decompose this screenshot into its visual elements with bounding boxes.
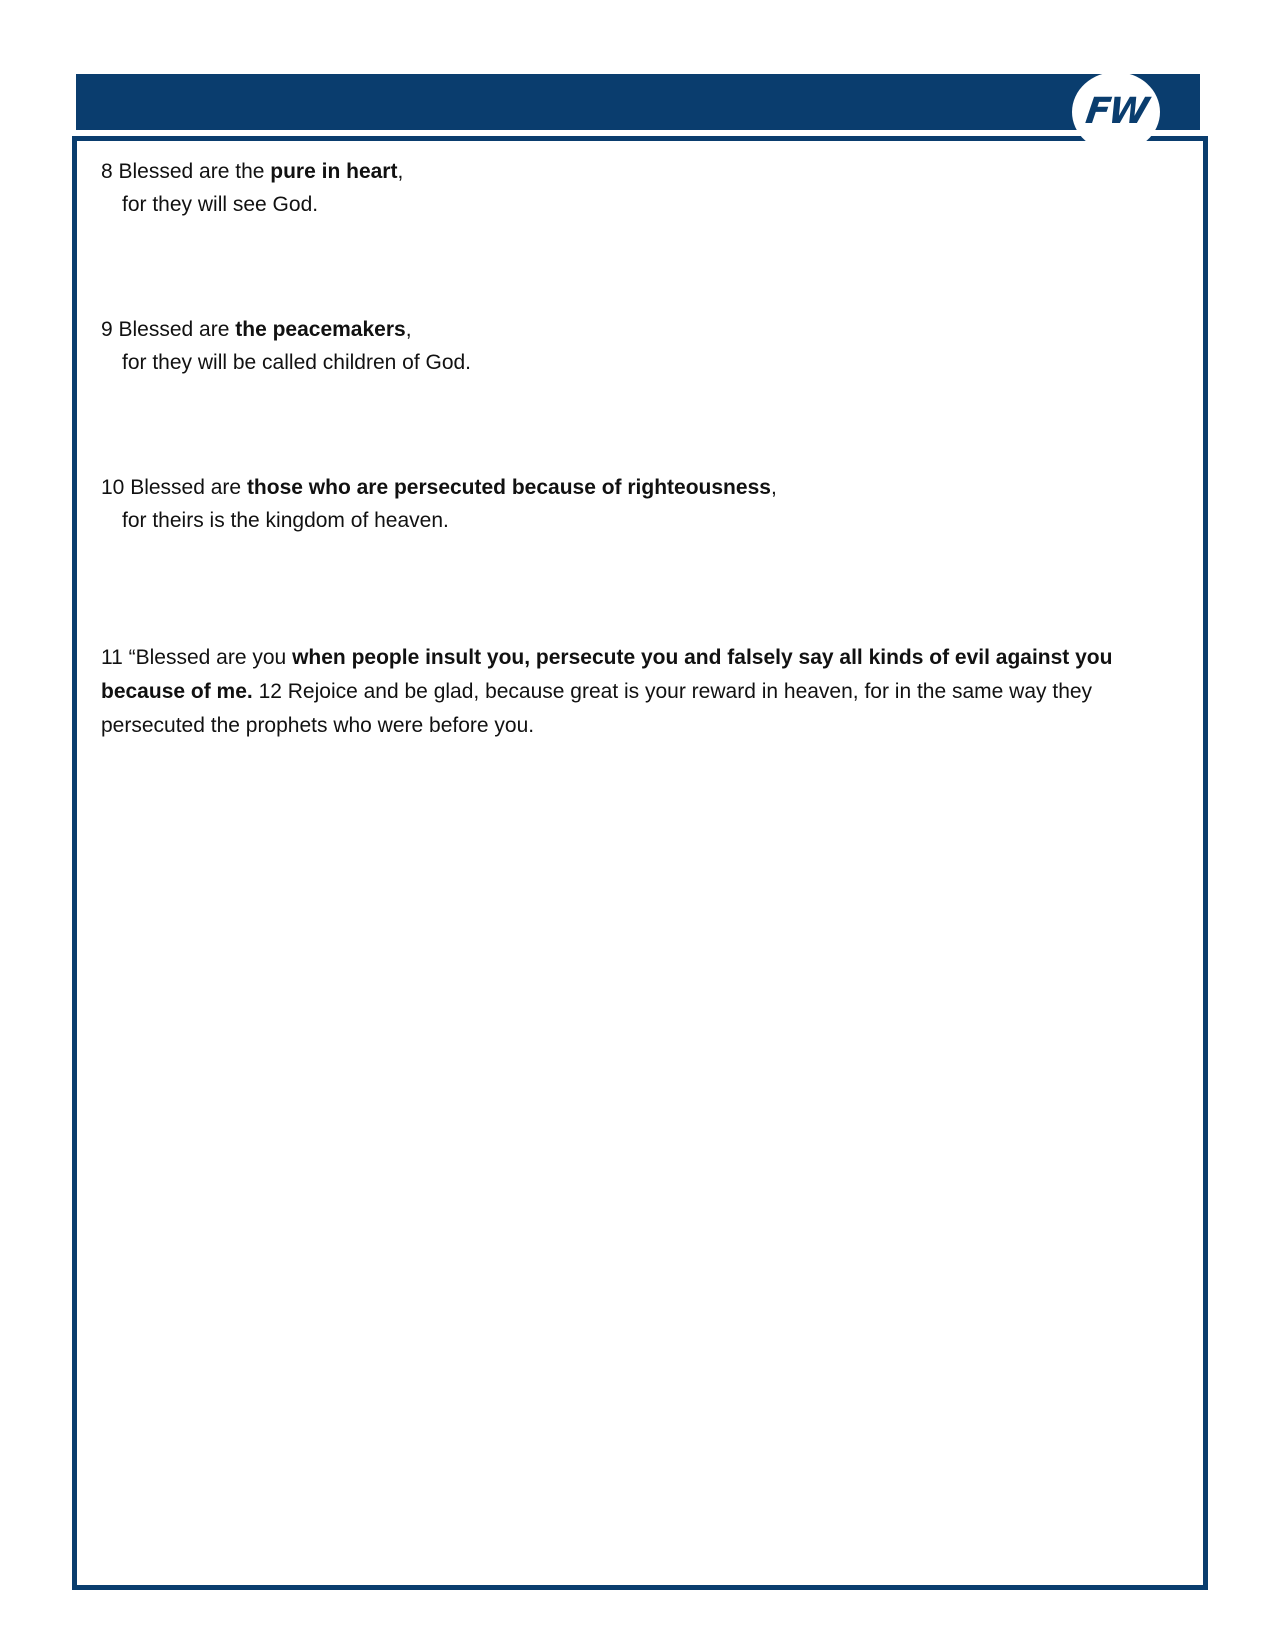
verse-8-line-2: for they will see God. <box>122 193 319 216</box>
verse-10-suffix: , <box>770 476 777 499</box>
logo-text: FW <box>1083 91 1150 132</box>
logo <box>1072 72 1160 152</box>
verse-8-line-1 <box>101 155 403 188</box>
verse-8 <box>101 155 403 221</box>
verse-8-prefix: 8 Blessed are the <box>101 160 271 183</box>
verse-9-prefix: 9 Blessed are <box>101 318 236 341</box>
verse-9-line-1 <box>101 313 471 346</box>
verse-9-suffix: , <box>405 318 412 341</box>
verse-10-line-2: for theirs is the kingdom of heaven. <box>122 509 449 532</box>
header-bar <box>76 74 1200 130</box>
verse-11-prefix: 11 “Blessed are you <box>101 646 293 669</box>
verse-10 <box>101 471 777 537</box>
verse-9-emphasis: the peacemakers <box>235 318 406 341</box>
verse-11 <box>101 641 1181 743</box>
verse-11-suffix: 12 Rejoice and be glad, because great is your reward in heaven, for in the same way they persecuted the prophets who were before you. <box>101 680 1093 737</box>
verse-10-prefix: 10 Blessed are <box>101 476 247 499</box>
verse-8-suffix: , <box>397 160 404 183</box>
verse-9 <box>101 313 471 379</box>
verse-10-emphasis: those who are persecuted because of righteousness <box>246 476 771 499</box>
verse-11-emphasis: when people insult you, persecute you and falsely say all kinds of evil against you because of me. <box>101 646 1113 703</box>
verse-10-line-1 <box>101 471 777 504</box>
verse-9-line-2: for they will be called children of God. <box>122 351 472 374</box>
verse-8-emphasis: pure in heart <box>270 160 398 183</box>
